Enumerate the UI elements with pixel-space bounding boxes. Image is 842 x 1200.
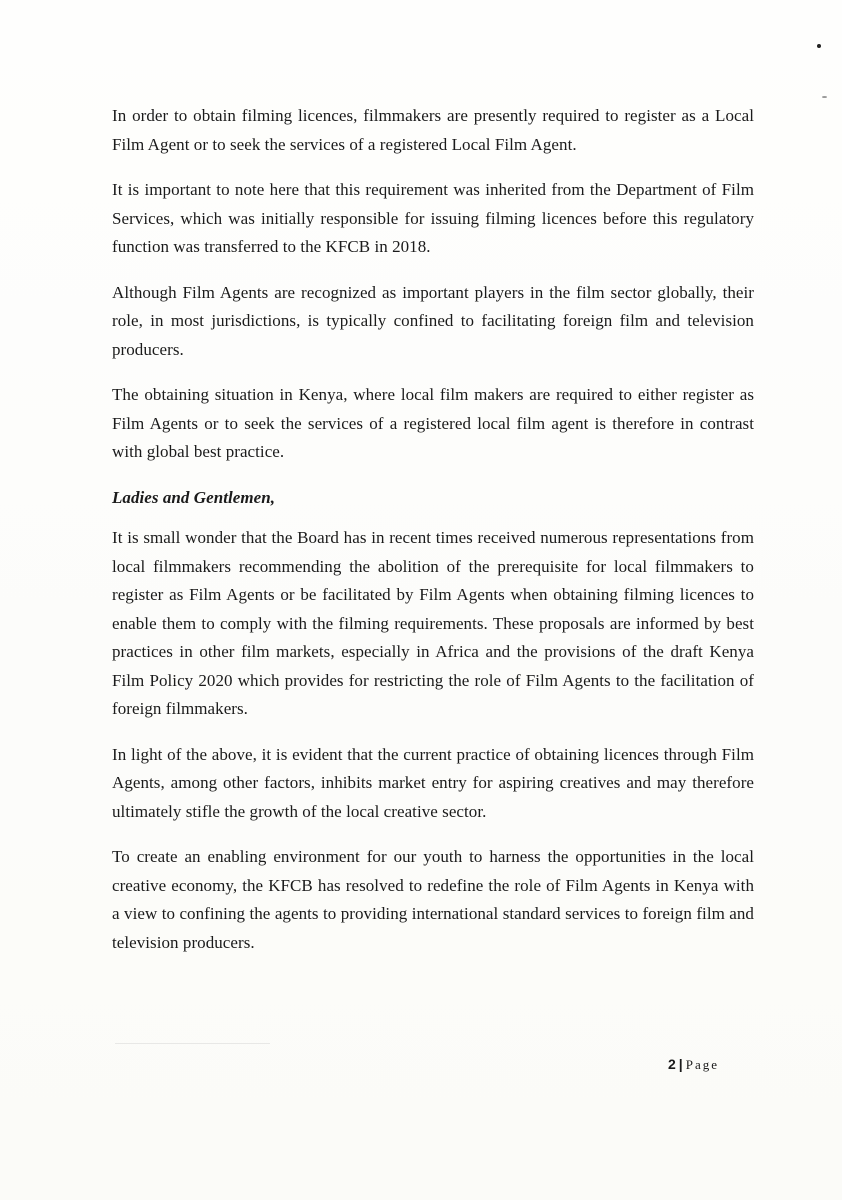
salutation-heading: Ladies and Gentlemen, [112, 487, 276, 507]
paragraph-requirement-origin: It is important to note here that this requirement was inherited from the Department of Film Services, which was initially responsible for issuing filming licences before this regulatory function was transferred to the KFCB in 2018. [112, 180, 754, 256]
scan-mark [822, 96, 827, 98]
document-body [112, 102, 754, 974]
paragraph-kenya-situation: The obtaining situation in Kenya, where local film makers are required to either register as Film Agents or to seek the services of a registered local film agent is therefore in contrast with global best practice. [112, 385, 754, 461]
footer-divider [115, 1043, 270, 1044]
paragraph-representations: It is small wonder that the Board has in recent times received numerous representations from local filmmakers recommending the abolition of the prerequisite for local filmmakers to register as Film Agents or be facilitated by Film Agents when obtaining filming licences to enable them to comply with the filming requirements. These proposals are informed by best practices in other film markets, especially in Africa and the provisions of the draft Kenya Film Policy 2020 which provides for restricting the role of Film Agents to the facilitation of foreign filmmakers. [112, 528, 754, 718]
paragraph-enabling-environment: To create an enabling environment for our youth to harness the opportunities in the local creative economy, the KFCB has resolved to redefine the role of Film Agents in Kenya with a view to confining the agents to providing international standard services to foreign film and television producers. [112, 847, 754, 952]
paragraph-market-entry: In light of the above, it is evident that the current practice of obtaining licences through Film Agents, among other factors, inhibits market entry for aspiring creatives and may therefore ultimately stifle the growth of the local creative sector. [112, 744, 754, 821]
page-label: Page [685, 1057, 719, 1072]
page-separator: | [678, 1056, 683, 1072]
scan-speck [817, 44, 821, 48]
paragraph-film-agents-role: Although Film Agents are recognized as important players in the film sector globally, their role, in most jurisdictions, is typically confined to facilitating foreign film and television producers. [112, 282, 754, 359]
paragraph-filming-licences: In order to obtain filming licences, filmmakers are presently required to register as a Local Film Agent or to seek the services of a registered Local Film Agent. [112, 106, 754, 154]
page-footer [668, 1056, 719, 1073]
page-number: 2 [668, 1056, 676, 1072]
